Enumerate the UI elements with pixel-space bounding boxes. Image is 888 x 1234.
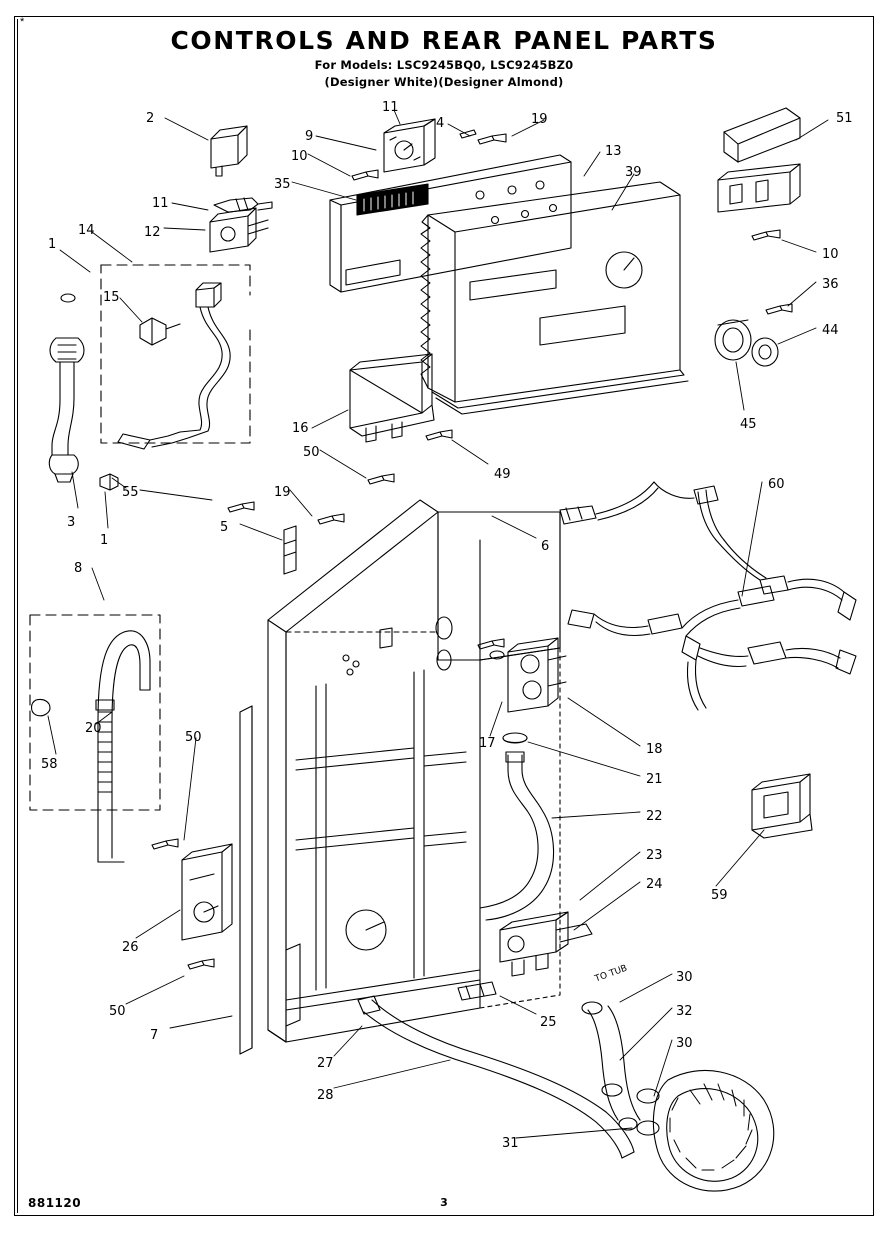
- callout-9: 9: [305, 129, 314, 144]
- callout-27: 27: [317, 1056, 334, 1071]
- callout-2: 2: [146, 111, 155, 126]
- callout-11: 11: [152, 196, 169, 211]
- callout-11-top: 11: [382, 100, 399, 115]
- callout-18: 18: [646, 742, 663, 757]
- callout-44: 44: [822, 323, 839, 338]
- callout-19-left: 19: [274, 485, 291, 500]
- callout-4: 4: [436, 116, 445, 131]
- callout-50-lower: 50: [109, 1004, 126, 1019]
- callout-36: 36: [822, 277, 839, 292]
- callout-16: 16: [292, 421, 309, 436]
- to-tub-label: TO TUB: [593, 963, 629, 985]
- callout-10: 10: [291, 149, 308, 164]
- callout-13: 13: [605, 144, 622, 159]
- callout-31: 31: [502, 1136, 519, 1151]
- callout-3: 3: [67, 515, 76, 530]
- callout-39: 39: [625, 165, 642, 180]
- callout-7: 7: [150, 1028, 159, 1043]
- callout-14: 14: [78, 223, 95, 238]
- callout-50-middle: 50: [185, 730, 202, 745]
- callout-49: 49: [494, 467, 511, 482]
- callout-60: 60: [768, 477, 785, 492]
- callout-6: 6: [541, 539, 550, 554]
- callout-15: 15: [103, 290, 120, 305]
- callout-20: 20: [85, 721, 102, 736]
- corner-mark: *: [20, 16, 25, 28]
- callout-25: 25: [540, 1015, 557, 1030]
- page-title: CONTROLS AND REAR PANEL PARTS: [170, 26, 718, 55]
- callout-1-lower: 1: [100, 533, 109, 548]
- callout-21: 21: [646, 772, 663, 787]
- callout-8: 8: [74, 561, 83, 576]
- callout-5: 5: [220, 520, 229, 535]
- callout-55: 55: [122, 485, 139, 500]
- callout-1: 1: [48, 237, 57, 252]
- callout-51: 51: [836, 111, 853, 126]
- footer-code: 881120: [28, 1196, 82, 1210]
- callout-26: 26: [122, 940, 139, 955]
- models-line: For Models: LSC9245BQ0, LSC9245BZ0: [314, 58, 574, 72]
- callout-12: 12: [144, 225, 161, 240]
- callout-30-upper: 30: [676, 970, 693, 985]
- callout-45: 45: [740, 417, 757, 432]
- callout-35: 35: [274, 177, 291, 192]
- callout-30-lower: 30: [676, 1036, 693, 1051]
- callout-59: 59: [711, 888, 728, 903]
- colors-line: (Designer White)(Designer Almond): [324, 75, 564, 89]
- callout-58: 58: [41, 757, 58, 772]
- callout-32: 32: [676, 1004, 693, 1019]
- callout-10-right: 10: [822, 247, 839, 262]
- callout-50-upper: 50: [303, 445, 320, 460]
- footer-page-number: 3: [440, 1196, 448, 1209]
- callout-23: 23: [646, 848, 663, 863]
- callout-24: 24: [646, 877, 663, 892]
- callout-19: 19: [531, 112, 548, 127]
- callout-17: 17: [479, 736, 496, 751]
- callout-22: 22: [646, 809, 663, 824]
- callout-28: 28: [317, 1088, 334, 1103]
